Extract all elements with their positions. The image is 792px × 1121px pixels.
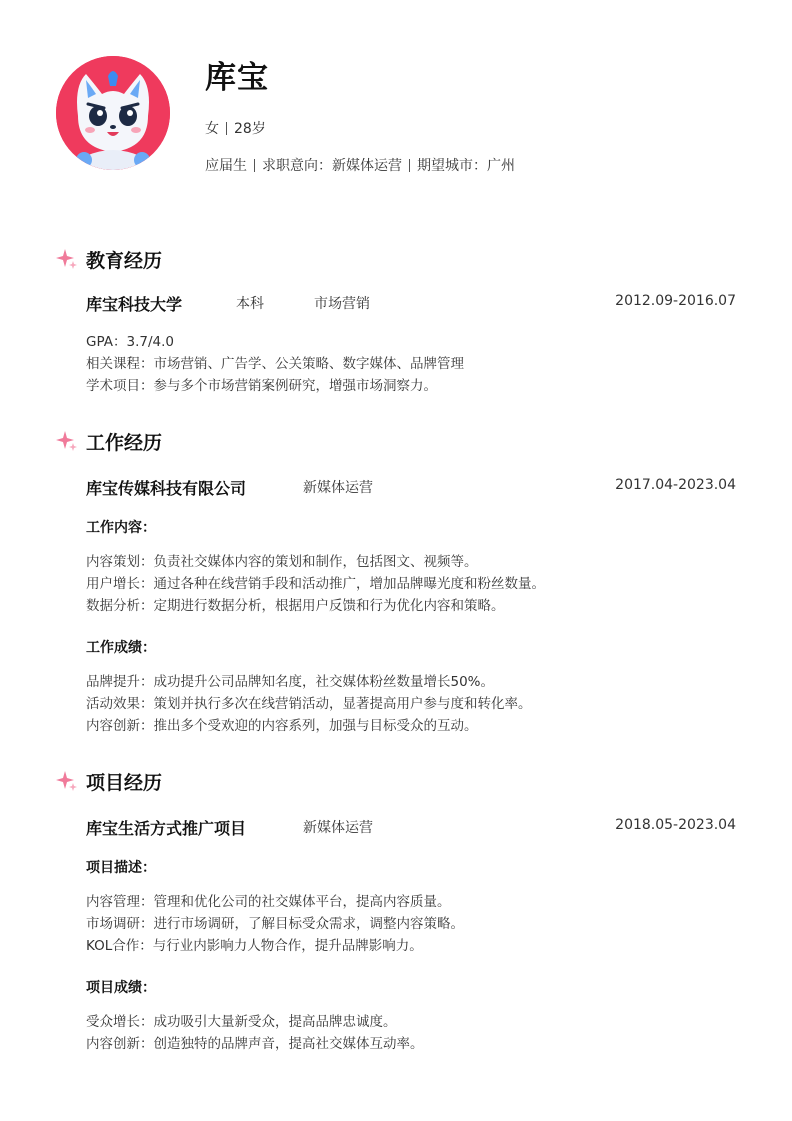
- project-desc: [86, 891, 464, 957]
- candidate-name: 库宝: [205, 60, 269, 96]
- list-item: 市场调研：进行市场调研，了解目标受众需求，调整内容策略。: [86, 916, 464, 932]
- section-title: 项目经历: [86, 771, 163, 794]
- list-item: GPA：3.7/4.0: [86, 334, 174, 350]
- work-results: [86, 671, 532, 737]
- project-results: [86, 1011, 424, 1055]
- list-item: 内容策划：负责社交媒体内容的策划和制作，包括图文、视频等。: [86, 554, 478, 570]
- expected-city: 期望城市：广州: [417, 158, 515, 174]
- list-item: 内容管理：管理和优化公司的社交媒体平台，提高内容质量。: [86, 894, 451, 910]
- list-item: 相关课程：市场营销、广告学、公关策略、数字媒体、品牌管理: [86, 356, 464, 372]
- company-name: 库宝传媒科技有限公司: [86, 479, 247, 498]
- gender: 女: [205, 121, 219, 137]
- list-item: 用户增长：通过各种在线营销手段和活动推广，增加品牌曝光度和粉丝数量。: [86, 576, 545, 592]
- project-desc-title: 项目描述：: [86, 860, 156, 876]
- job-role: 新媒体运营: [303, 480, 373, 496]
- list-item: 活动效果：策划并执行多次在线营销活动，显著提高用户参与度和转化率。: [86, 696, 532, 712]
- divider: [254, 159, 255, 172]
- list-item: 内容创新：推出多个受欢迎的内容系列，加强与目标受众的互动。: [86, 718, 478, 734]
- work-content-title: 工作内容：: [86, 520, 156, 536]
- section-education: [56, 246, 162, 272]
- age: 28岁: [234, 121, 266, 137]
- avatar: [56, 56, 170, 170]
- section-project: [56, 768, 162, 794]
- project-results-title: 项目成绩：: [86, 980, 156, 996]
- section-title: 教育经历: [86, 249, 163, 272]
- work-header: [86, 476, 736, 498]
- education-header: [86, 292, 736, 314]
- section-title: 工作经历: [86, 431, 163, 454]
- degree: 本科: [236, 296, 264, 312]
- project-header: [86, 816, 736, 838]
- school-name: 库宝科技大学: [86, 295, 183, 314]
- education-details: [86, 331, 464, 397]
- divider: [409, 159, 410, 172]
- work-content: [86, 551, 545, 617]
- list-item: KOL合作：与行业内影响力人物合作，提升品牌影响力。: [86, 938, 423, 954]
- list-item: 数据分析：定期进行数据分析，根据用户反馈和行为优化内容和策略。: [86, 598, 505, 614]
- date-range: 2018.05-2023.04: [615, 817, 736, 833]
- project-role: 新媒体运营: [303, 820, 373, 836]
- job-info: [205, 155, 515, 175]
- job-intention: 求职意向：新媒体运营: [262, 158, 402, 174]
- status: 应届生: [205, 158, 247, 174]
- sparkle-icon: [56, 430, 78, 452]
- list-item: 品牌提升：成功提升公司品牌知名度，社交媒体粉丝数量增长50%。: [86, 674, 495, 690]
- list-item: 内容创新：创造独特的品牌声音，提高社交媒体互动率。: [86, 1036, 424, 1052]
- sparkle-icon: [56, 770, 78, 792]
- sparkle-icon: [56, 248, 78, 270]
- date-range: 2017.04-2023.04: [615, 477, 736, 493]
- major: 市场营销: [314, 296, 370, 312]
- section-work: [56, 428, 162, 454]
- cat-mascot-icon: [56, 56, 170, 170]
- list-item: 学术项目：参与多个市场营销案例研究，增强市场洞察力。: [86, 378, 437, 394]
- list-item: 受众增长：成功吸引大量新受众，提高品牌忠诚度。: [86, 1014, 397, 1030]
- project-name: 库宝生活方式推广项目: [86, 819, 247, 838]
- work-results-title: 工作成绩：: [86, 640, 156, 656]
- basic-info: [205, 118, 266, 138]
- date-range: 2012.09-2016.07: [615, 293, 736, 309]
- divider: [226, 122, 227, 135]
